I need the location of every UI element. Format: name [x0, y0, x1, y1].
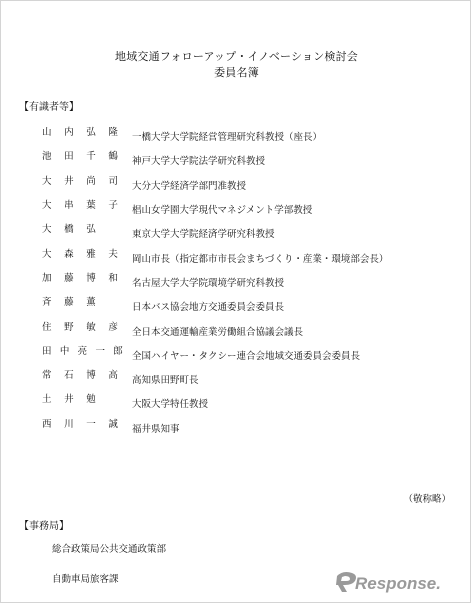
experts-header: 【有識者等】 [19, 102, 79, 113]
document-title: 地域交通フォローアップ・イノベーション検討会 [115, 50, 358, 63]
response-logo-text: Response. [355, 574, 441, 593]
member-row [0, 294, 473, 318]
member-name: 田 中 亮 一 郎 [42, 345, 123, 357]
member-row [0, 391, 473, 415]
member-affiliation: 日本バス協会地方交通委員会委員長 [132, 302, 285, 314]
member-row [0, 148, 473, 172]
member-affiliation: 一橋大学大学院経営管理研究科教授（座長） [132, 132, 323, 144]
member-name: 住 野 敏 彦 [42, 321, 118, 333]
member-affiliation: 大阪大学特任教授 [132, 399, 209, 411]
member-row [0, 197, 473, 221]
member-row [0, 124, 473, 148]
member-affiliation: 椙山女学園大学現代マネジメント学部教授 [132, 205, 313, 217]
member-name: 加 藤 博 和 [42, 272, 118, 284]
member-name: 山 内 弘 隆 [42, 127, 118, 139]
document-subtitle: 委員名簿 [214, 66, 259, 79]
response-logo-mark [336, 572, 356, 592]
member-name: 西 川 一 誠 [42, 418, 118, 430]
member-affiliation: 高知県田野町長 [132, 375, 199, 387]
secretariat-header: 【事務局】 [19, 521, 69, 532]
secretariat-office-1: 総合政策局公共交通政策部 [52, 544, 167, 555]
secretariat-office-2: 自動車局旅客課 [52, 574, 119, 585]
member-row [0, 221, 473, 245]
member-row [0, 270, 473, 294]
member-affiliation: 全日本交通運輸産業労働組合協議会議長 [132, 326, 304, 338]
member-name: 常 石 博 高 [42, 370, 118, 382]
member-list [0, 124, 473, 440]
member-affiliation: 大分大学経済学部門准教授 [132, 180, 247, 192]
member-row [0, 416, 473, 440]
member-row [0, 367, 473, 391]
member-name: 大 森 雅 夫 [42, 248, 118, 260]
member-affiliation: 福井県知事 [132, 423, 180, 435]
member-name: 大 橋 弘 [42, 224, 96, 236]
member-name: 斉 藤 薫 [42, 297, 96, 309]
member-affiliation: 名古屋大学大学院環境学研究科教授 [132, 277, 285, 289]
member-name: 大 串 葉 子 [42, 200, 118, 212]
honorific-note: （敬称略） [403, 494, 451, 505]
member-row [0, 245, 473, 269]
response-logo [333, 569, 459, 595]
member-name: 大 井 尚 司 [42, 175, 118, 187]
member-affiliation: 神戸大学大学院法学研究科教授 [132, 156, 266, 168]
member-row [0, 343, 473, 367]
member-name: 土 井 勉 [42, 394, 96, 406]
member-affiliation: 東京大学大学院経済学研究科教授 [132, 229, 275, 241]
member-name: 池 田 千 鶴 [42, 151, 118, 163]
member-affiliation: 全国ハイヤー・タクシー連合会地域交通委員会委員長 [132, 350, 361, 362]
member-affiliation: 岡山市長（指定都市市長会まちづくり・産業・環境部会長） [132, 253, 389, 265]
member-row [0, 318, 473, 342]
member-row [0, 173, 473, 197]
